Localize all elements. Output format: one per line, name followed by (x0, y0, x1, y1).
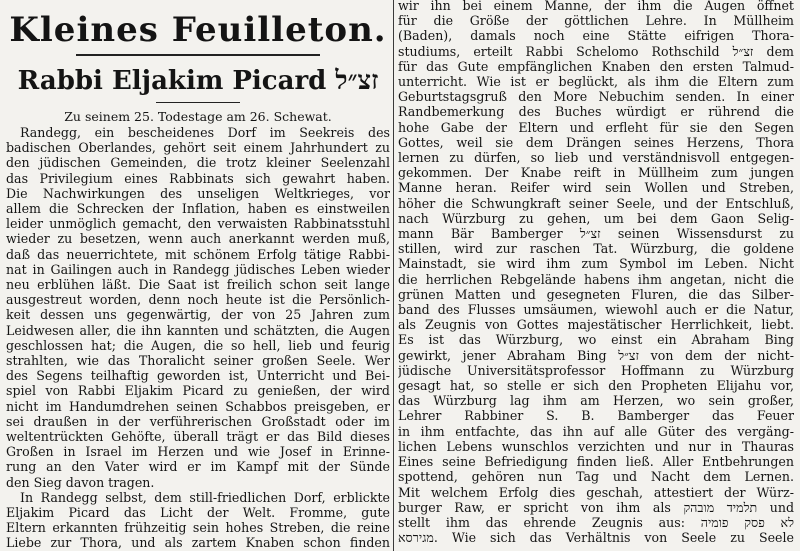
column-divider (393, 0, 394, 551)
text-line: geschlossen hat; die Augen, die so hell, lieb und feurig (6, 337, 390, 353)
text-line: Lehrer Rabbiner S. B. Bamberger das Feuer (398, 408, 794, 424)
text-line: den jüdischen Gemeinden, die trotz kleiner Seelenzahl (6, 155, 390, 171)
text-line: Mit welchem Erfolg dies geschah, attestiert der Würz- (398, 484, 794, 500)
text-line: stellt ihm das ehrende Zeugnis aus: לא פסק פומיה (398, 514, 794, 530)
text-line: lichen Lebens wunschlos verzichten und nur in Thauras (398, 438, 794, 454)
text-line: das Privilegium eines Rabbinats sich gewahrt haben. (6, 170, 390, 186)
text-line: keit dessen uns gegenwärtig, der von 25 Jahren zum (6, 307, 390, 323)
text-line: jüdische Universitätsprofessor Hoffmann zu Würzburg (398, 362, 794, 378)
text-line: weltentrückten Gehöfte, überall trägt er das Bild dieses (6, 429, 390, 445)
text-line: neu erblühen läßt. Die Saat ist freilich schon seit lange (6, 277, 390, 293)
text-line: gewirkt, jener Abraham Bing זצ״ל von dem der nicht- (398, 347, 794, 363)
text-line: Die Nachwirkungen des unseligen Weltkrieges, vor (6, 185, 390, 201)
headline-underline (156, 102, 240, 103)
right-column-text (398, 0, 794, 545)
text-line: als Zeugnis von Gottes majestätischer Herrlichkeit, liebt. (398, 317, 794, 333)
text-line: Eljakim Picard das Licht der Welt. Fromme, gute (6, 505, 390, 521)
text-line: Eines seine Befriedigung finden ließ. Aller Entbehrungen (398, 454, 794, 470)
text-line: In Randegg selbst, dem still-friedlichen Dorf, erblickte (20, 489, 390, 505)
text-line: burger Raw, er spricht von ihm als תלמיד מובהק und (398, 499, 794, 515)
text-line: Manne heran. Reifer wird sein Wollen und Streben, (398, 180, 794, 196)
article-headline: Rabbi Eljakim Picard זצ״ל (17, 66, 379, 96)
text-line: leider unmöglich gemacht, den verwaisten Rabbinatsstuhl (6, 216, 390, 232)
text-line: nat in Gailingen auch in Randegg jüdisches Leben wieder (6, 261, 390, 277)
text-line: sei draußen in der verführerischen Großstadt oder im (6, 413, 390, 429)
text-line: für das Gute empfänglichen Knaben den ersten Talmud- (398, 58, 794, 74)
text-line: stillen, wird zur raschen Tat. Würzburg, die goldene (398, 241, 794, 257)
text-line: mann Bär Bamberger זצ״ל seinen Wissensdurst zu (398, 226, 794, 242)
text-line: in ihm entfachte, das ihn auf alle Güter des vergäng- (398, 423, 794, 439)
section-title: Kleines Feuilleton. (9, 10, 387, 50)
text-line: Liebe zur Thora, und als zartem Knaben schon finden (6, 535, 390, 551)
text-line: wir ihn bei einem Manne, der ihm die Augen öffnet (398, 0, 794, 13)
text-line: hohe Gabe der Eltern und erfleht für sie den Segen (398, 119, 794, 135)
text-line: gekommen. Der Knabe reift in Müllheim zum jungen (398, 165, 794, 181)
text-line: Randbemerkung des Buches würdigt er rührend die (398, 104, 794, 120)
title-underline (76, 54, 320, 56)
text-line: ausgestreut worden, denn noch heute ist die Persönlich- (6, 292, 390, 308)
text-line: gesagt hat, so stelle er sich den Propheten Elijahu vor, (398, 378, 794, 394)
text-line: studiums, erteilt Rabbi Schelomo Rothschild זצ״ל dem (398, 43, 794, 59)
text-line: lernen zu dürfen, so lieb und verständnisvoll entgegen- (398, 150, 794, 166)
left-column-text (6, 125, 390, 551)
right-column (398, 0, 794, 545)
text-line: strahlten, wie das Thoralicht seiner großen Seele. Wer (6, 353, 390, 369)
text-line: Leidwesen aller, die ihn kannten und schätzten, die Augen (6, 322, 390, 338)
text-line: für die Größe der göttlichen Lehre. In Müllheim (398, 13, 794, 29)
text-line: das Würzburg lag ihm am Herzen, wo sein großer, (398, 393, 794, 409)
text-line: Es ist das Würzburg, wo einst ein Abraham Bing (398, 332, 794, 348)
text-line: grünen Matten und gesegneten Fluren, die das Silber- (398, 286, 794, 302)
text-line: (Baden), damals noch eine Stätte eifrigen Thora- (398, 28, 794, 44)
text-line: die herrlichen Rebgelände habens ihm angetan, nicht die (398, 271, 794, 287)
article-subtitle: Zu seinem 25. Todestage am 26. Schewat. (64, 109, 332, 124)
text-line: Geburtstagsgruß den More Nebuchim senden. In einer (398, 89, 794, 105)
text-line: nach Würzburg zu gehen, um bei dem Gaon Selig- (398, 210, 794, 226)
text-line: spiel von Rabbi Eljakim Picard zu genießen, der wird (6, 383, 390, 399)
text-line: spottend, gehören nun Tag und Nacht dem Lernen. (398, 469, 794, 485)
text-line: daß das neuerrichtete, mit schönem Erfolg tätige Rabbi- (6, 246, 390, 262)
text-line: allem die Schrecken der Inflation, haben es einstweilen (6, 201, 390, 217)
text-line: Eltern erkannten frühzeitig sein hohes Streben, die reine (6, 520, 390, 536)
text-line: Randegg, ein bescheidenes Dorf im Seekreis des (20, 125, 390, 140)
text-line: rung an den Vater wird er im Kampf mit der Sünde (6, 459, 390, 475)
text-line: nicht im Handumdrehen seinen Schabbos preisgeben, er (6, 398, 390, 414)
text-line: wieder zu besetzen, wenn auch anerkannt werden muß, (6, 231, 390, 247)
text-line: Gottes, weil sie dem Drängen seines Herzens, Thora (398, 134, 794, 150)
text-line: unterricht. Wie ist er beglückt, als ihm die Eltern zum (398, 74, 794, 90)
text-line: den Sieg davon tragen. (6, 474, 155, 490)
text-line: höher die Schwungkraft seiner Seele, und der Entschluß, (398, 195, 794, 211)
text-line: Mainstadt, sie wird ihm zum Symbol im Leben. Nicht (398, 256, 794, 272)
left-column (6, 0, 390, 551)
text-line: Großen in Israel im Herzen und wie Josef in Erinne- (6, 444, 390, 460)
text-line: band des Flusses umsäumen, wiewohl auch er die Natur, (398, 302, 794, 318)
text-line: מגירסא. Wie sich das Verhältnis von Seele zu Seele (398, 530, 794, 546)
text-line: des Segens teilhaftig geworden ist, Unterricht und Bei- (6, 368, 390, 384)
text-line: badischen Oberlandes, gehört seit einem Jahrhundert zu (6, 140, 390, 156)
